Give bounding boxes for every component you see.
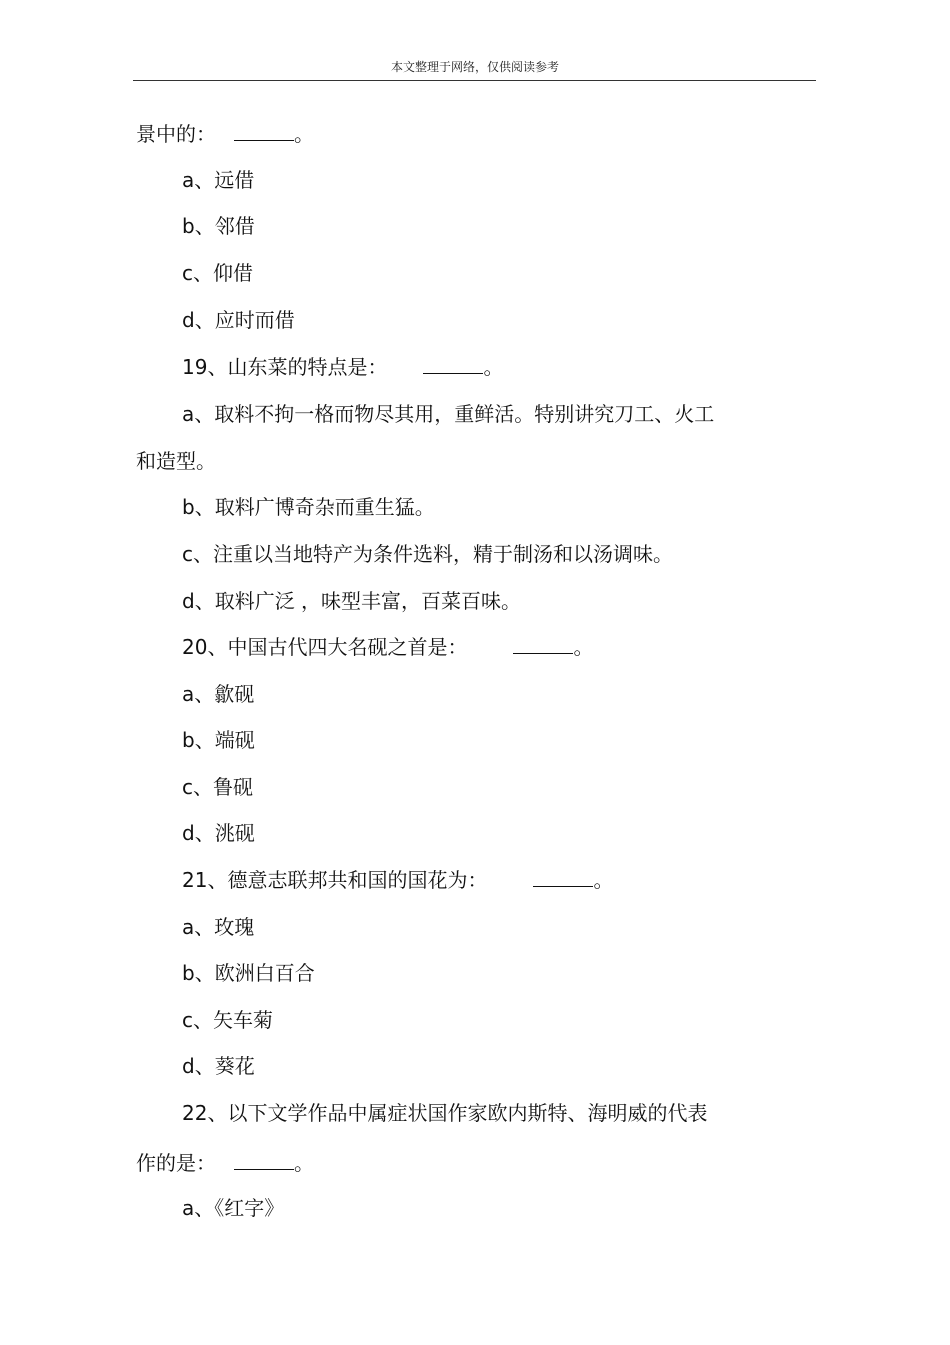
option-b: b、取料广博奇杂而重生猛。: [182, 495, 435, 519]
question-text: 19、山东菜的特点是：: [182, 355, 388, 379]
text: 景中的：: [136, 122, 216, 146]
option-b: b、端砚: [182, 728, 255, 752]
question-22: 22、以下文学作品中属症状国作家欧内斯特、海明威的代表: [182, 1101, 708, 1125]
question-text: 20、中国古代四大名砚之首是：: [182, 635, 468, 659]
answer-blank: [533, 868, 593, 887]
question-text: 21、德意志联邦共和国的国花为：: [182, 868, 488, 892]
option-b: b、欧洲白百合: [182, 961, 315, 985]
option-a: a、远借: [182, 168, 255, 192]
option-c: c、鲁砚: [182, 775, 253, 799]
option-c: c、仰借: [182, 261, 253, 285]
option-c: c、矢车菊: [182, 1008, 273, 1032]
option-d: d、应时而借: [182, 308, 295, 332]
question-21: 21、德意志联邦共和国的国花为： 。: [182, 868, 614, 892]
answer-blank: [234, 122, 294, 141]
question-text: 作的是：: [136, 1151, 216, 1175]
option-d: d、洮砚: [182, 821, 255, 845]
answer-blank: [423, 355, 483, 374]
option-a-continued: 和造型。: [136, 449, 216, 473]
option-d: d、取料广泛 ，味型丰富，百菜百味。: [182, 589, 522, 613]
question-continuation: 景中的： 。: [136, 122, 314, 146]
answer-blank: [513, 635, 573, 654]
option-a: a、取料不拘一格而物尽其用，重鲜活。特别讲究刀工、火工: [182, 402, 715, 426]
question-20: 20、中国古代四大名砚之首是： 。: [182, 635, 594, 659]
question-22-continued: 作的是： 。: [136, 1151, 314, 1175]
option-a: a、《红字》: [182, 1196, 285, 1220]
page-header: 本文整理于网络，仅供阅读参考: [390, 60, 559, 74]
option-d: d、葵花: [182, 1054, 255, 1078]
option-c: c、注重以当地特产为条件选料，精于制汤和以汤调味。: [182, 542, 673, 566]
option-a: a、玫瑰: [182, 915, 255, 939]
header-rule: [133, 80, 816, 81]
option-a: a、歙砚: [182, 682, 255, 706]
answer-blank: [234, 1151, 294, 1170]
option-b: b、邻借: [182, 214, 255, 238]
question-19: 19、山东菜的特点是： 。: [182, 355, 504, 379]
